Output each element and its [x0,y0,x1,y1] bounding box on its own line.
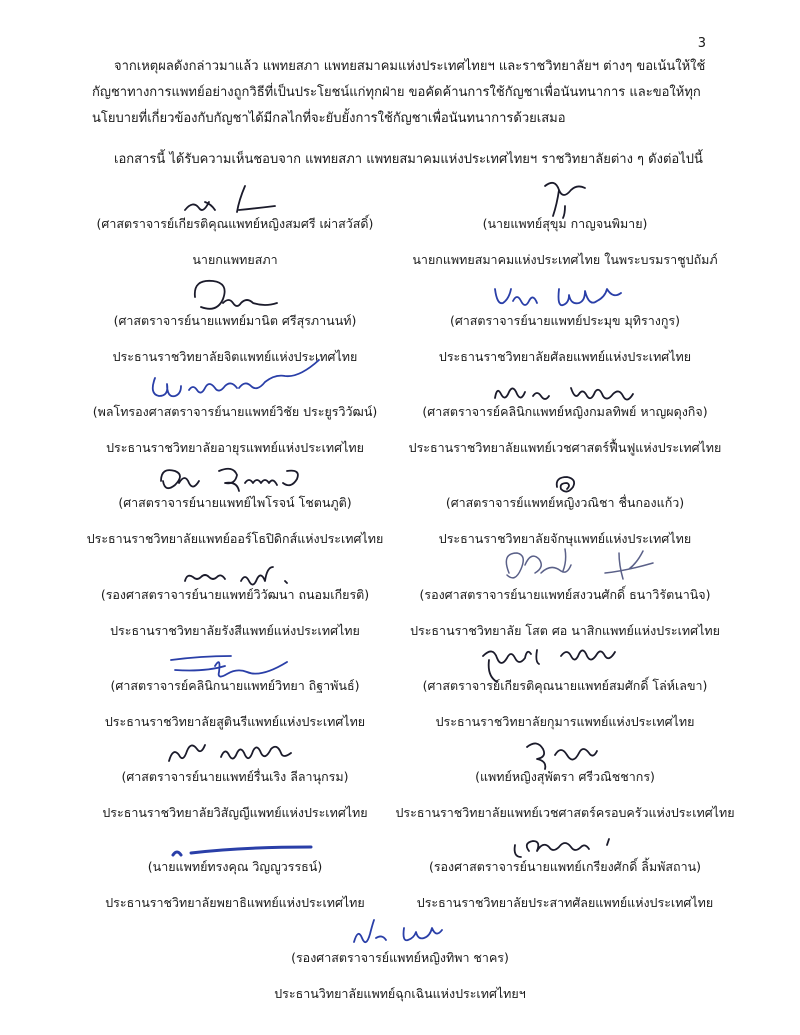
handwritten-signature [215,914,585,948]
signatory-position: นายกแพทยสมาคมแห่งประเทศไทย ในพระบรมราชูปถัมภ์ [412,252,718,267]
handwritten-signature [380,642,750,676]
signature-block [380,459,750,549]
signatory-name: (ศาสตราจารย์เกียรติคุณนายแพทย์สมศักดิ์ โล่ห์เลขา) [422,678,708,693]
endorsement-paragraph-text: เอกสารนี้ ได้รับความเห็นชอบจาก แพทยสภา แพทยสมาคมแห่งประเทศไทยฯ ราชวิทยาลัยต่าง ๆ ดังต่อไปนี้ [114,152,703,167]
closing-paragraph [92,54,714,132]
handwritten-signature [380,277,750,311]
handwritten-signature [50,733,420,767]
handwritten-signature [50,642,420,676]
signatory-name: (ศาสตราจารย์นายแพทย์รื่นเริง ลีลานุกรม) [121,769,349,784]
handwritten-signature [50,368,420,402]
endorsement-paragraph [92,147,714,173]
signature-block [50,368,420,458]
handwritten-signature [50,459,420,493]
signatory-position: ประธานราชวิทยาลัยรังสีแพทย์แห่งประเทศไทย [110,623,360,638]
signature-block [50,823,420,913]
signatory-position: ประธานราชวิทยาลัยอายุรแพทย์แห่งประเทศไทย [106,440,364,455]
handwritten-signature [50,277,420,311]
signature-block [380,733,750,823]
handwritten-signature [380,459,750,493]
closing-paragraph-text: จากเหตุผลดังกล่าวมาแล้ว แพทยสภา แพทยสมาคมแห่งประเทศไทยฯ และราชวิทยาลัยฯ ต่างๆ ขอเน้นให้ใช้กัญชาทางการแพทย์อย่างถูกวิธีที่เป็นประโยชน์แก่ทุกฝ่าย ขอคัดค้านการใช้กัญชาเพื่อนันทนาการ และขอให้ทุกนโยบายที่เกี่ยวข้องกับกัญชาได้มีกลไกที่จะยับยั้งการใช้กัญชาเพื่อนันทนาการด้วยเสมอ [92,59,706,126]
signatory-name: (รองศาสตราจารย์นายแพทย์สงวนศักดิ์ ธนาวิรัตนานิจ) [419,587,711,602]
signatory-position: ประธานราชวิทยาลัยศัลยแพทย์แห่งประเทศไทย [438,349,692,364]
signatory-position: ประธานราชวิทยาลัยแพทย์ออร์โธปิดิกส์แห่งประเทศไทย [86,531,384,546]
handwritten-signature [50,180,420,214]
handwritten-signature [380,368,750,402]
signatory-name: (ศาสตราจารย์นายแพทย์ไพโรจน์ โชตนภูติ) [118,495,352,510]
signature-block [50,459,420,549]
handwritten-signature [50,551,420,585]
handwritten-signature [380,823,750,857]
signatory-position: ประธานราชวิทยาลัยสูตินรีแพทย์แห่งประเทศไทย [104,714,366,729]
signature-block [50,642,420,732]
signatory-name: (ศาสตราจารย์แพทย์หญิงวณิชา ชื่นกองแก้ว) [445,495,685,510]
signatory-name: (แพทย์หญิงสุพัตรา ศรีวณิชชากร) [475,769,655,784]
signature-block [50,551,420,641]
signatory-position: ประธานราชวิทยาลัย โสต ศอ นาสิกแพทย์แห่งประเทศไทย [410,623,720,638]
signatory-position: ประธานราชวิทยาลัยกุมารแพทย์แห่งประเทศไทย [435,714,695,729]
signatory-name: (ศาสตราจารย์เกียรติคุณแพทย์หญิงสมศรี เผ่าสวัสดิ์) [96,216,374,231]
page-number: 3 [697,36,706,51]
handwritten-signature [380,180,750,214]
signatory-position: ประธานราชวิทยาลัยจักษุแพทย์แห่งประเทศไทย [438,531,692,546]
signatory-position: ประธานราชวิทยาลัยจิตแพทย์แห่งประเทศไทย [112,349,358,364]
signatory-position: ประธานราชวิทยาลัยวิสัญญีแพทย์แห่งประเทศไทย [102,805,368,820]
signature-block [380,368,750,458]
signatory-name: (ศาสตราจารย์คลินิกแพทย์หญิงกมลทิพย์ หาญผดุงกิจ) [422,404,708,419]
signatory-position: ประธานราชวิทยาลัยแพทย์เวชศาสตร์ครอบครัวแห่งประเทศไทย [395,805,735,820]
signatory-name: (นายแพทย์ทรงคุณ วิญญูวรรธน์) [147,859,323,874]
signatory-name: (ศาสตราจารย์นายแพทย์มานิต ศรีสุรภานนท์) [113,313,357,328]
handwritten-signature [380,733,750,767]
signatory-position: ประธานราชวิทยาลัยประสาทศัลยแพทย์แห่งประเทศไทย [416,895,714,910]
signature-block [50,733,420,823]
signature-block [50,180,420,270]
signatory-name: (รองศาสตราจารย์นายแพทย์วิวัฒนา ถนอมเกียรติ) [100,587,370,602]
signature-block [215,914,585,1004]
handwritten-signature [380,551,750,585]
signature-block [380,277,750,367]
signature-block [380,180,750,270]
signatory-name: (นายแพทย์สุขุม กาญจนพิมาย) [482,216,648,231]
signatory-position: ประธานราชวิทยาลัยพยาธิแพทย์แห่งประเทศไทย [105,895,365,910]
signatory-name: (รองศาสตราจารย์แพทย์หญิงทิพา ชาคร) [291,950,509,965]
signature-block [380,823,750,913]
signature-block [380,642,750,732]
signature-block [50,277,420,367]
signatory-name: (ศาสตราจารย์คลินิกนายแพทย์วิทยา ถิฐาพันธ์) [110,678,360,693]
handwritten-signature [50,823,420,857]
signatory-name: (รองศาสตราจารย์นายแพทย์เกรียงศักดิ์ ลิ้มพัสถาน) [428,859,702,874]
signatory-name: (ศาสตราจารย์นายแพทย์ประมุข มุทิรางกูร) [449,313,681,328]
signatory-name: (พลโทรองศาสตราจารย์นายแพทย์วิชัย ประยูรวิวัฒน์) [92,404,378,419]
signatory-position: ประธานราชวิทยาลัยแพทย์เวชศาสตร์ฟื้นฟูแห่งประเทศไทย [408,440,722,455]
signatory-position: ประธานวิทยาลัยแพทย์ฉุกเฉินแห่งประเทศไทยฯ [274,986,526,1001]
signatory-position: นายกแพทยสภา [192,252,278,267]
signature-block [380,551,750,641]
